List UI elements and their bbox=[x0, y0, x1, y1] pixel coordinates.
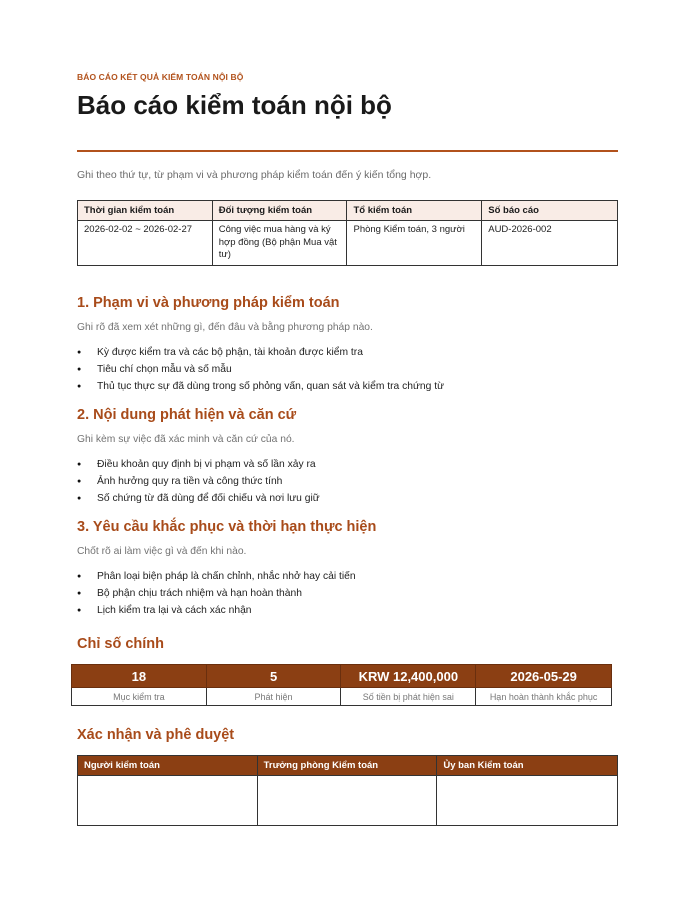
meta-value-period: 2026-02-02 ~ 2026-02-27 bbox=[78, 221, 213, 266]
title-divider bbox=[77, 150, 618, 152]
approval-table bbox=[77, 755, 618, 826]
section-3-note: Chốt rõ ai làm việc gì và đến khi nào. bbox=[77, 546, 247, 557]
section-1-title: 1. Phạm vi và phương pháp kiểm toán bbox=[77, 295, 340, 311]
section-2-note: Ghi kèm sự việc đã xác minh và căn cứ của nó. bbox=[77, 434, 295, 445]
list-item: ● Kỳ được kiểm tra và các bộ phận, tài khoản được kiểm tra bbox=[77, 346, 444, 363]
kpi-label-deadline: Hạn hoàn thành khắc phục bbox=[476, 688, 612, 706]
section-1-note: Ghi rõ đã xem xét những gì, đến đâu và bằng phương pháp nào. bbox=[77, 322, 373, 333]
list-item: ● Bộ phận chịu trách nhiệm và hạn hoàn thành bbox=[77, 587, 356, 604]
list-item: ● Lịch kiểm tra lại và cách xác nhận bbox=[77, 604, 356, 621]
meta-header-row bbox=[78, 201, 618, 221]
kpi-value-deadline: 2026-05-29 bbox=[476, 665, 612, 688]
kpi-value-row bbox=[72, 665, 612, 688]
intro-text: Ghi theo thứ tự, từ phạm vi và phương pháp kiểm toán đến ý kiến tổng hợp. bbox=[77, 169, 432, 181]
approval-header-row bbox=[78, 756, 618, 776]
meta-value-team: Phòng Kiểm toán, 3 người bbox=[347, 221, 482, 266]
meta-value-subject: Công việc mua hàng và ký hợp đồng (Bộ phận Mua vật tư) bbox=[212, 221, 347, 266]
meta-value-row bbox=[78, 221, 618, 266]
signature-box-committee[interactable] bbox=[437, 776, 618, 826]
section-2-list bbox=[77, 458, 320, 508]
kpi-title: Chỉ số chính bbox=[77, 636, 164, 652]
approval-header-committee: Ủy ban Kiểm toán bbox=[437, 756, 618, 776]
section-3-list bbox=[77, 570, 356, 620]
list-item: ● Ảnh hưởng quy ra tiền và công thức tính bbox=[77, 475, 320, 492]
report-eyebrow: BÁO CÁO KẾT QUẢ KIỂM TOÁN NỘI BỘ bbox=[77, 72, 244, 82]
list-item: ● Phân loại biện pháp là chấn chỉnh, nhắc nhở hay cải tiến bbox=[77, 570, 356, 587]
kpi-label-items: Mục kiểm tra bbox=[72, 688, 207, 706]
section-2-title: 2. Nội dung phát hiện và căn cứ bbox=[77, 407, 297, 423]
kpi-label-findings: Phát hiện bbox=[206, 688, 341, 706]
kpi-value-items: 18 bbox=[72, 665, 207, 688]
meta-table bbox=[77, 200, 618, 266]
list-item: ● Điều khoản quy định bị vi phạm và số lần xảy ra bbox=[77, 458, 320, 475]
section-1-list bbox=[77, 346, 444, 396]
meta-header-team: Tổ kiểm toán bbox=[347, 201, 482, 221]
meta-header-subject: Đối tượng kiểm toán bbox=[212, 201, 347, 221]
approval-header-head: Trưởng phòng Kiểm toán bbox=[257, 756, 437, 776]
kpi-label-row bbox=[72, 688, 612, 706]
section-3-title: 3. Yêu cầu khắc phục và thời hạn thực hiện bbox=[77, 519, 377, 535]
kpi-value-amount: KRW 12,400,000 bbox=[341, 665, 476, 688]
page-title: Báo cáo kiểm toán nội bộ bbox=[77, 90, 392, 120]
meta-header-period: Thời gian kiểm toán bbox=[78, 201, 213, 221]
list-item: ● Số chứng từ đã dùng để đối chiếu và nơi lưu giữ bbox=[77, 492, 320, 509]
list-item: ● Thủ tục thực sự đã dùng trong số phỏng vấn, quan sát và kiểm tra chứng từ bbox=[77, 380, 444, 397]
signature-box-head[interactable] bbox=[257, 776, 437, 826]
approval-header-auditor: Người kiểm toán bbox=[78, 756, 258, 776]
approval-sign-row bbox=[78, 776, 618, 826]
meta-header-report-no: Số báo cáo bbox=[482, 201, 618, 221]
kpi-value-findings: 5 bbox=[206, 665, 341, 688]
kpi-label-amount: Số tiền bị phát hiện sai bbox=[341, 688, 476, 706]
meta-value-report-no: AUD-2026-002 bbox=[482, 221, 618, 266]
list-item: ● Tiêu chí chọn mẫu và số mẫu bbox=[77, 363, 444, 380]
kpi-table bbox=[71, 664, 612, 706]
approval-title: Xác nhận và phê duyệt bbox=[77, 727, 235, 743]
signature-box-auditor[interactable] bbox=[78, 776, 258, 826]
